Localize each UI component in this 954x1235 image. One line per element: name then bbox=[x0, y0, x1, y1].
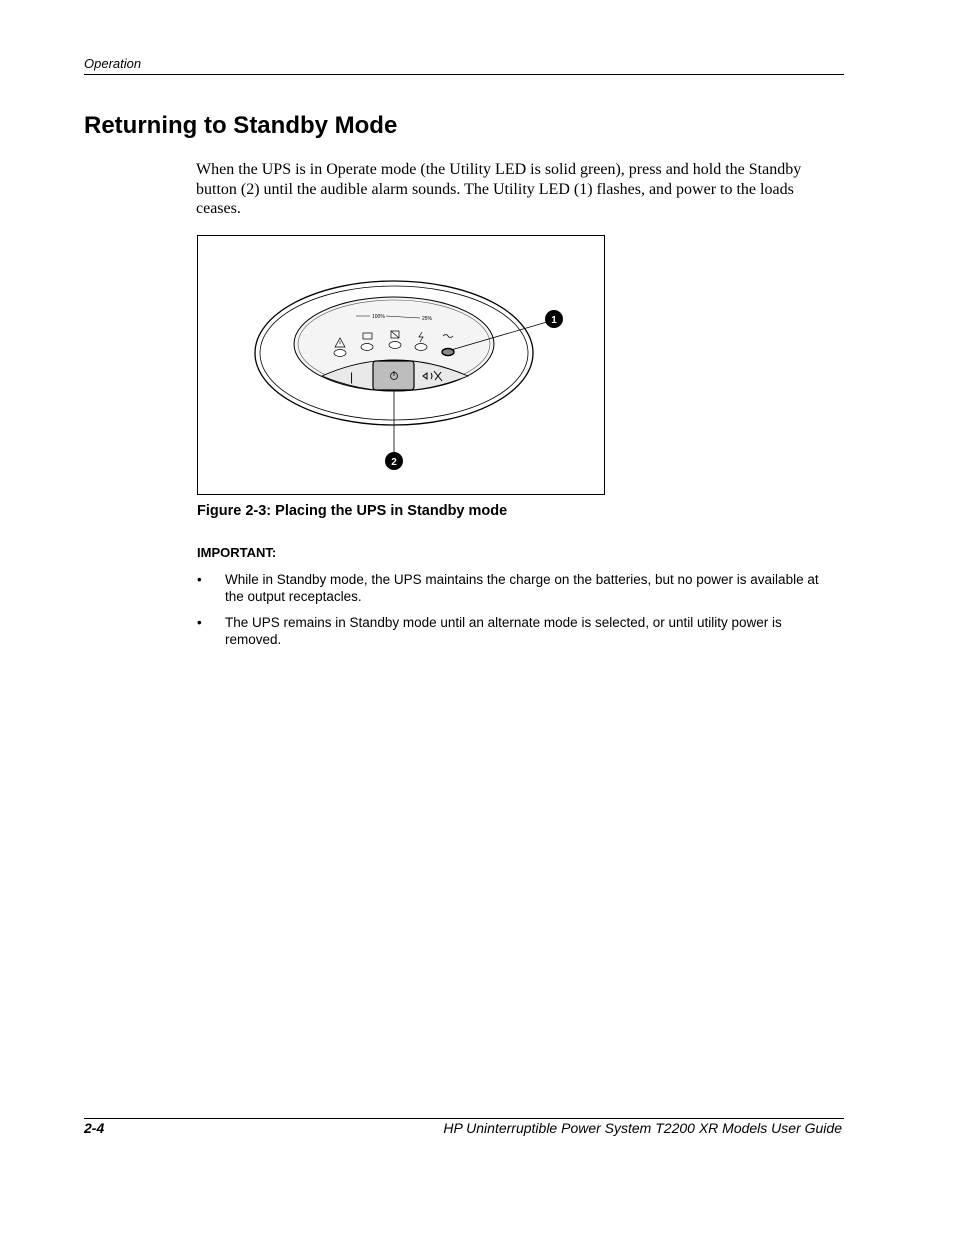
callout-1-label: 1 bbox=[551, 315, 557, 326]
important-list bbox=[197, 571, 837, 657]
on-button-symbol: | bbox=[350, 370, 354, 384]
page-number: 2-4 bbox=[84, 1120, 105, 1136]
standby-button[interactable] bbox=[373, 361, 414, 390]
footer-doc-title: HP Uninterruptible Power System T2200 XR Models User Guide bbox=[443, 1120, 842, 1136]
scale-100-label: 100% bbox=[372, 314, 385, 320]
running-header: Operation bbox=[84, 56, 142, 71]
battery-fault-led bbox=[389, 342, 401, 349]
intro-paragraph: When the UPS is in Operate mode (the Utility LED is solid green), press and hold the Standby button (2) until the audible alarm sounds. The Utility LED (1) flashes, and power to the loads ceases. bbox=[196, 161, 802, 217]
scale-25-label: 25% bbox=[422, 316, 433, 322]
figure-ups-front-panel bbox=[197, 235, 605, 495]
alarm-led bbox=[334, 350, 346, 357]
important-label: IMPORTANT: bbox=[197, 545, 277, 560]
figure-caption: Figure 2-3: Placing the UPS in Standby mode bbox=[197, 503, 508, 519]
list-item-text: The UPS remains in Standby mode until an alternate mode is selected, or until utility power is removed. bbox=[225, 615, 782, 647]
bullet-marker: • bbox=[197, 615, 202, 630]
battery-led bbox=[361, 344, 373, 351]
header-rule bbox=[84, 74, 844, 75]
bullet-marker: • bbox=[197, 572, 202, 587]
page-title: Returning to Standby Mode bbox=[84, 112, 398, 139]
list-item-text: While in Standby mode, the UPS maintains the charge on the batteries, but no power is available at the output receptacles. bbox=[225, 572, 819, 604]
callout-2-label: 2 bbox=[391, 457, 397, 468]
ups-front-panel-illustration bbox=[198, 236, 606, 496]
footer-rule bbox=[84, 1118, 844, 1119]
list-item bbox=[197, 614, 837, 648]
list-item bbox=[197, 571, 837, 605]
bypass-led bbox=[415, 344, 427, 351]
